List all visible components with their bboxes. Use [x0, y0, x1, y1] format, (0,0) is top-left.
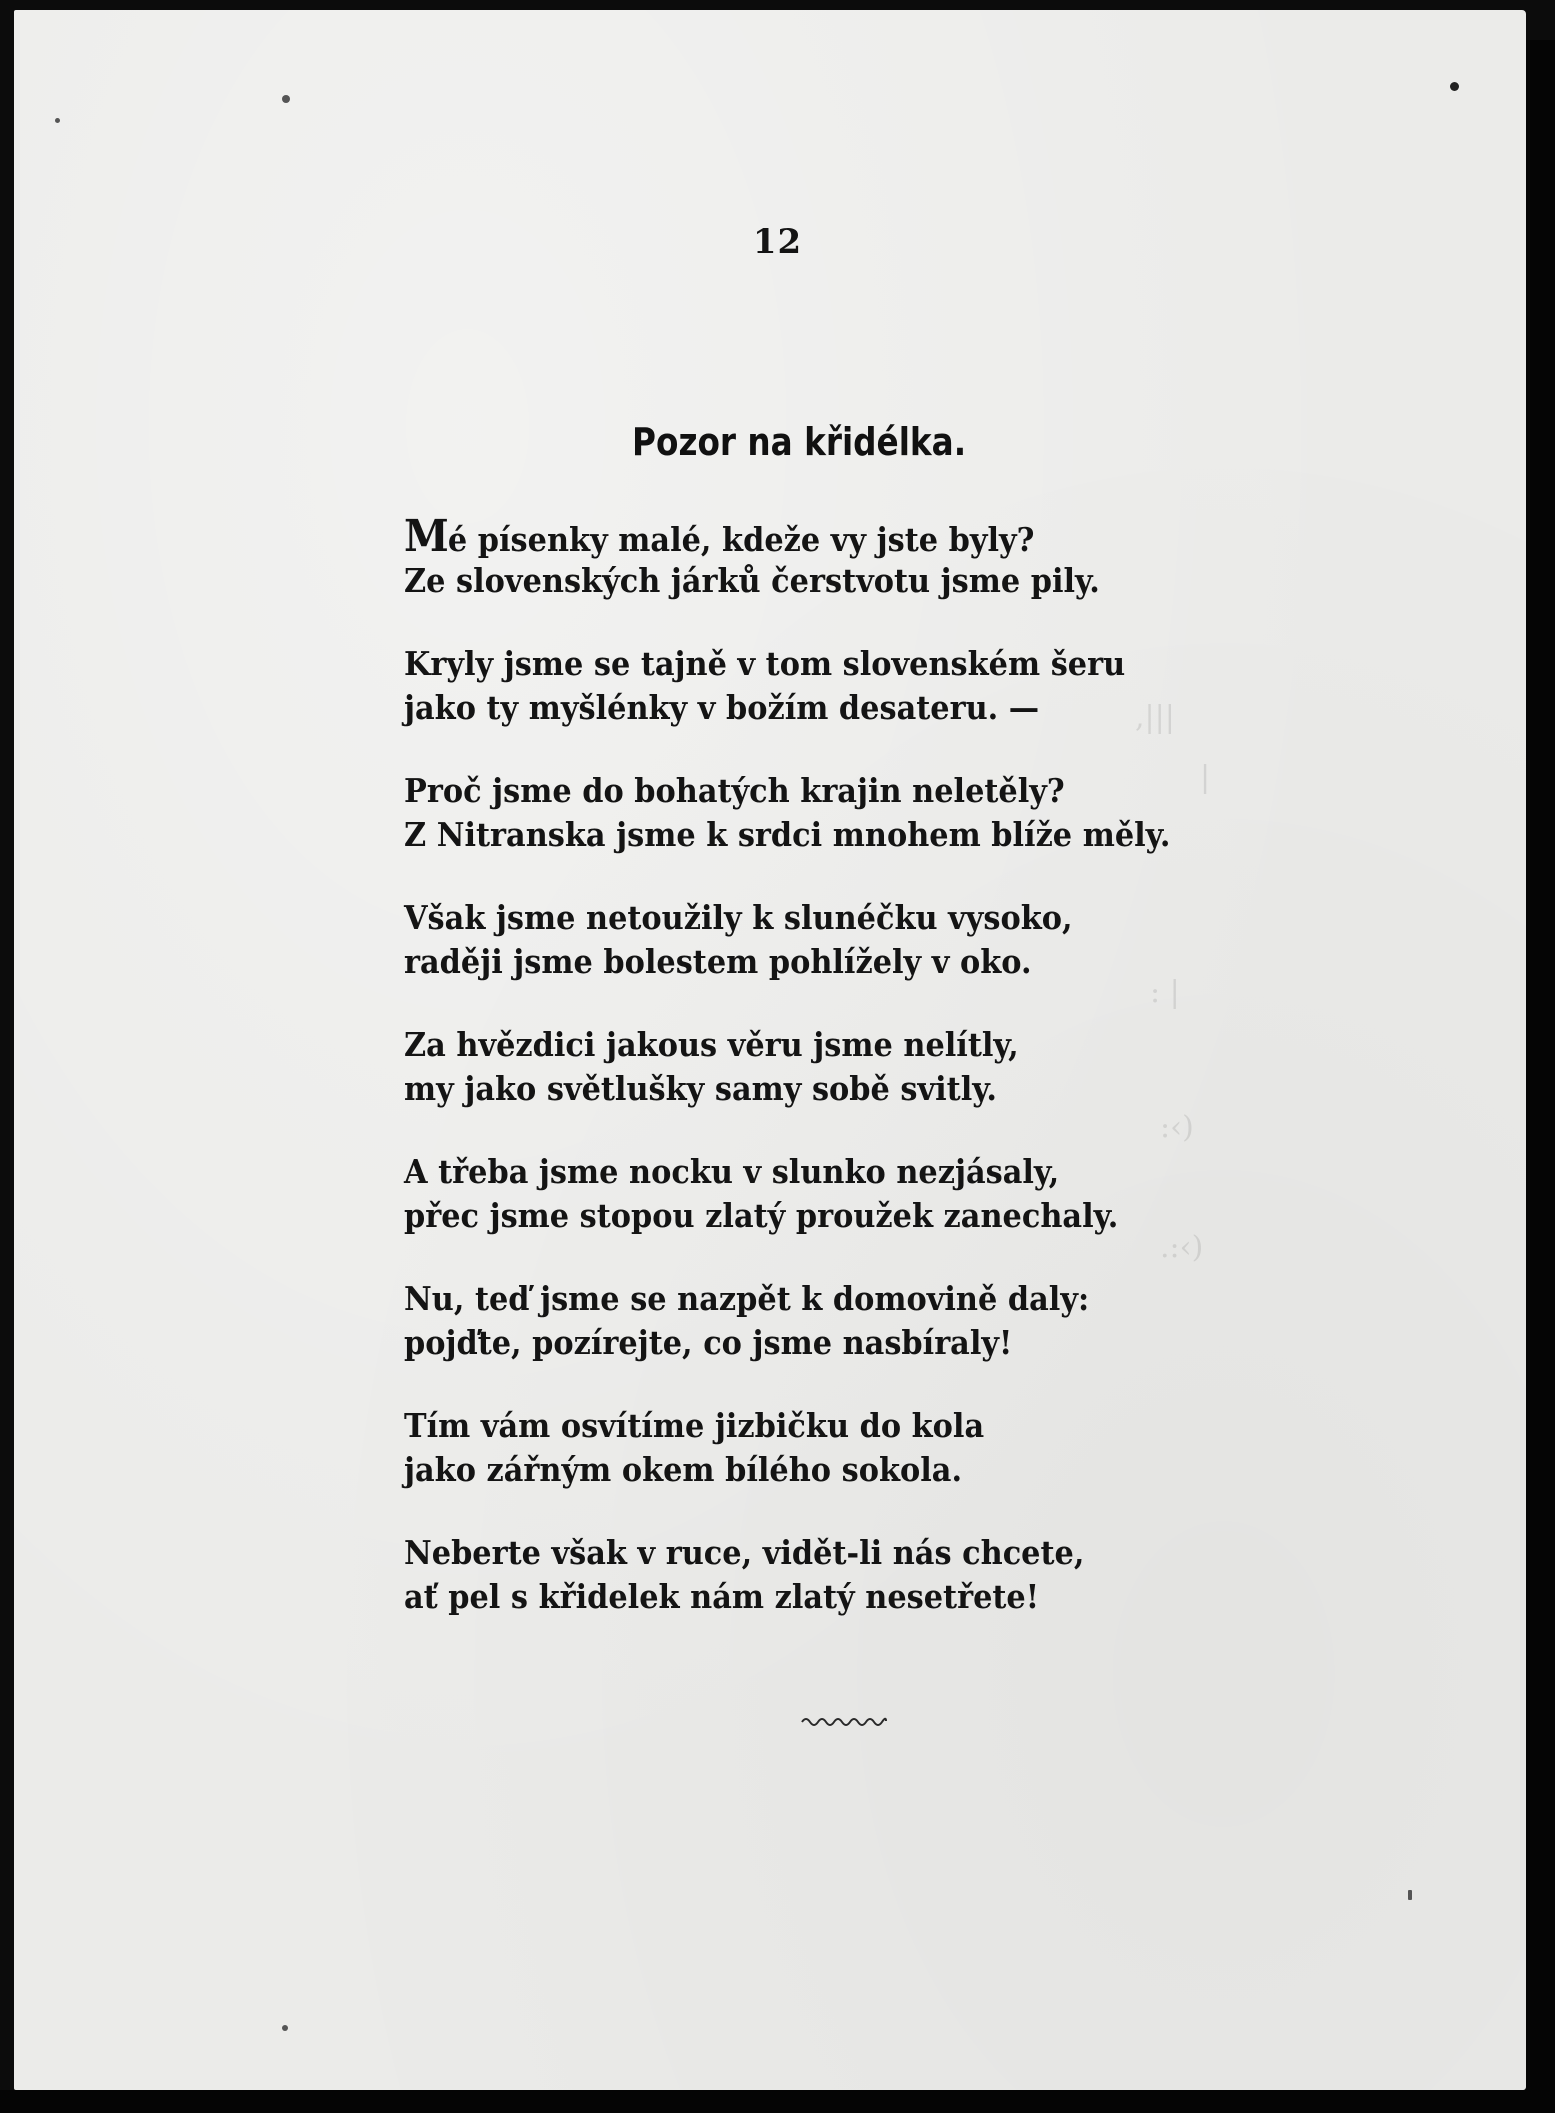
poem-line: přec jsme stopou zlatý proužek zanechaly. — [404, 1196, 1119, 1235]
stanza-4 — [404, 896, 1214, 984]
poem-line: my jako světlušky samy sobě svitly. — [404, 1069, 997, 1108]
poem-line: Za hvězdici jakous věru jsme nelítly, — [404, 1025, 1019, 1064]
poem-title: Pozor na křidélka. — [632, 420, 967, 464]
scan-border-bottom — [0, 2090, 1555, 2113]
poem-line: Však jsme netoužily k slunéčku vysoko, — [404, 898, 1073, 937]
poem-line: ať pel s křidelek nám zlatý nesetřete! — [404, 1577, 1040, 1616]
poem-line: Z Nitranska jsme k srdci mnohem blíže měly. — [404, 815, 1171, 854]
stanza-3 — [404, 769, 1214, 857]
poem-line: Kryly jsme se tajně v tom slovenském šeru — [404, 644, 1126, 683]
poem-line: Proč jsme do bohatých krajin neletěly? — [404, 771, 1065, 810]
stanza-6 — [404, 1150, 1214, 1238]
stanza-9 — [404, 1531, 1214, 1619]
show-through-mark: : | — [1150, 975, 1180, 1010]
stanza-2 — [404, 642, 1214, 730]
poem-line: Ze slovenských járků čerstvotu jsme pily. — [404, 561, 1100, 600]
paper-speck — [1450, 82, 1459, 91]
first-line-text: é písenky malé, kdeže vy jste byly? — [447, 520, 1035, 559]
stanza-7 — [404, 1277, 1214, 1365]
page-number: 12 — [752, 222, 803, 262]
paper-speck — [1408, 1890, 1412, 1900]
drop-cap-initial: M — [404, 511, 448, 562]
show-through-mark: ,||| — [1135, 700, 1175, 735]
poem-line — [404, 511, 1214, 562]
paper-speck — [282, 2025, 288, 2031]
stanza-5 — [404, 1023, 1214, 1111]
poem-line: jako ty myšlénky v božím desateru. — — [404, 688, 1040, 727]
poem-line: Nu, teď jsme se nazpět k domovině daly: — [404, 1279, 1090, 1318]
stanza-8 — [404, 1404, 1214, 1492]
paper-speck — [55, 118, 60, 123]
show-through-mark: :‹) — [1160, 1110, 1194, 1145]
poem-line: Tím vám osvítíme jizbičku do kola — [404, 1406, 985, 1445]
poem-line: pojďte, pozírejte, co jsme nasbíraly! — [404, 1323, 1013, 1362]
poem-line: raději jsme bolestem pohlížely v oko. — [404, 942, 1032, 981]
scan-border-right — [1526, 40, 1555, 2113]
poem-line: Neberte však v ruce, vidět-li nás chcete, — [404, 1533, 1085, 1572]
wavy-line-ornament — [800, 1713, 888, 1727]
poem-body — [404, 511, 1214, 1658]
paper-speck — [282, 95, 290, 103]
stanza-1 — [404, 511, 1214, 603]
show-through-mark: | — [1200, 760, 1211, 795]
show-through-mark: .:‹) — [1160, 1230, 1204, 1265]
poem-line: A třeba jsme nocku v slunko nezjásaly, — [404, 1152, 1060, 1191]
poem-line: jako zářným okem bílého sokola. — [404, 1450, 963, 1489]
